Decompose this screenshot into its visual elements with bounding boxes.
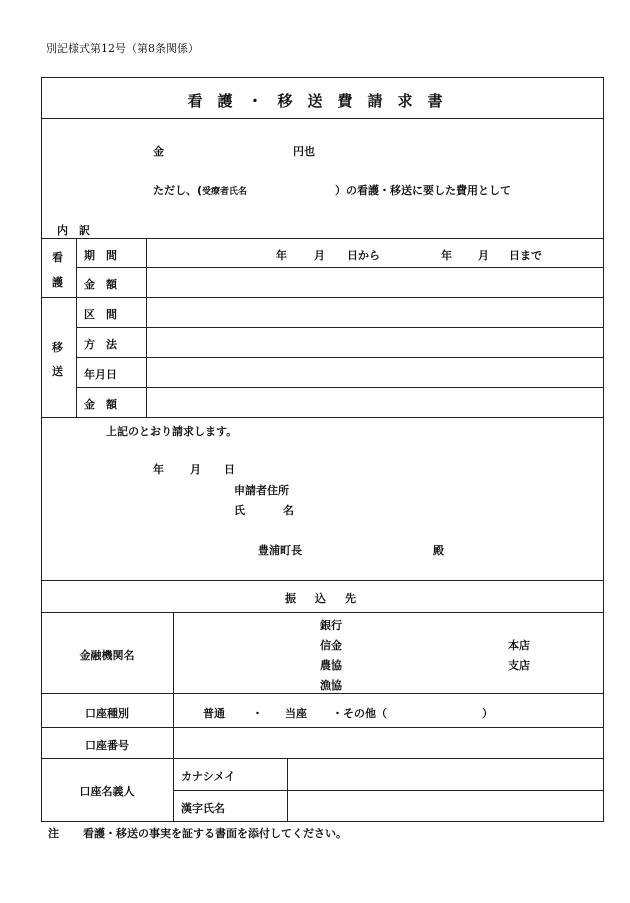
period-day-from: 日から bbox=[347, 249, 380, 262]
grid-line bbox=[173, 790, 604, 791]
branch-type-branch: 支店 bbox=[508, 659, 530, 672]
transport-amount-label: 金 額 bbox=[84, 398, 117, 411]
grid-line bbox=[173, 612, 174, 822]
grid-line bbox=[41, 580, 604, 581]
account-type-separator: ・ bbox=[252, 707, 263, 720]
request-date-month: 月 bbox=[190, 463, 201, 476]
grid-line bbox=[41, 612, 604, 613]
transport-date-label: 年月日 bbox=[84, 368, 117, 381]
grid-line bbox=[76, 387, 604, 388]
grid-line bbox=[76, 357, 604, 358]
account-type-ordinary: 普通 bbox=[203, 707, 225, 720]
institution-label: 金融機関名 bbox=[79, 649, 135, 662]
grid-line bbox=[76, 238, 77, 417]
note-text: 看護・移送の事実を証する書面を添付してください。 bbox=[83, 827, 347, 840]
account-type-current: 当座 bbox=[285, 707, 307, 720]
grid-line bbox=[76, 267, 604, 268]
grid-line bbox=[41, 758, 604, 759]
bank-type-gyokyo: 漁協 bbox=[320, 679, 342, 692]
title-divider bbox=[41, 118, 604, 119]
request-date-year: 年 bbox=[153, 463, 164, 476]
period-month-2: 月 bbox=[478, 249, 489, 262]
period-month-1: 月 bbox=[314, 249, 325, 262]
amount-kin-label: 金 bbox=[153, 145, 164, 158]
grid-line bbox=[41, 727, 604, 728]
transport-group-bottom: 送 bbox=[52, 365, 63, 378]
nursing-period-label: 期 間 bbox=[84, 249, 117, 262]
account-type-other: ・その他（ bbox=[332, 707, 387, 720]
tadashi-prefix bbox=[153, 182, 247, 198]
grid-line bbox=[41, 693, 604, 694]
period-year-2: 年 bbox=[441, 249, 452, 262]
grid-line bbox=[146, 238, 147, 417]
nursing-group-bottom: 護 bbox=[52, 276, 63, 289]
request-date-day: 日 bbox=[224, 463, 235, 476]
transport-section-label: 区 間 bbox=[84, 308, 117, 321]
applicant-address-label: 申請者住所 bbox=[234, 484, 289, 497]
period-year-1: 年 bbox=[276, 249, 287, 262]
addressee: 豊浦町長 bbox=[258, 544, 302, 557]
amount-yen-label: 円也 bbox=[293, 145, 315, 158]
holder-kana-label: カナシメイ bbox=[181, 770, 236, 783]
holder-kanji-label: 漢字氏名 bbox=[181, 802, 225, 815]
account-type-label: 口座種別 bbox=[85, 707, 129, 720]
account-number-label: 口座番号 bbox=[85, 739, 129, 752]
transport-group-top: 移 bbox=[52, 341, 63, 354]
bank-type-bank: 銀行 bbox=[320, 619, 342, 632]
bank-type-shinkin: 信金 bbox=[320, 639, 342, 652]
branch-type-main: 本店 bbox=[508, 639, 530, 652]
grid-line bbox=[41, 238, 604, 239]
frame-top bbox=[41, 77, 604, 78]
request-statement: 上記のとおり請求します。 bbox=[106, 425, 238, 438]
breakdown-label: 内 訳 bbox=[57, 224, 90, 237]
frame-right bbox=[603, 77, 604, 822]
period-day-to: 日まで bbox=[509, 249, 542, 262]
form-title: 看護・移送費請求書 bbox=[187, 92, 458, 110]
grid-line bbox=[41, 417, 604, 418]
patient-name-label: 受療者氏名 bbox=[202, 187, 248, 197]
grid-line bbox=[76, 327, 604, 328]
nursing-amount-label: 金 額 bbox=[84, 278, 117, 291]
holder-label: 口座名義人 bbox=[79, 785, 135, 798]
honorific: 殿 bbox=[433, 544, 444, 557]
transport-method-label: 方 法 bbox=[84, 338, 117, 351]
frame-bottom bbox=[41, 821, 604, 822]
bank-type-nokyo: 農協 bbox=[320, 659, 342, 672]
form-reference: 別記様式第12号（第8条関係） bbox=[46, 42, 199, 55]
nursing-group-top: 看 bbox=[52, 251, 63, 264]
grid-line bbox=[41, 297, 604, 298]
tadashi-suffix: ）の看護・移送に要した費用として bbox=[335, 184, 511, 197]
applicant-name-label-a: 氏 bbox=[234, 504, 245, 517]
note-mark: 注 bbox=[48, 827, 59, 840]
grid-line bbox=[287, 758, 288, 822]
transfer-title: 振 込 先 bbox=[285, 592, 360, 605]
account-type-close: ） bbox=[482, 707, 493, 720]
tadashi-prefix-text: ただし、( bbox=[153, 184, 203, 197]
applicant-name-label-b: 名 bbox=[283, 504, 294, 517]
